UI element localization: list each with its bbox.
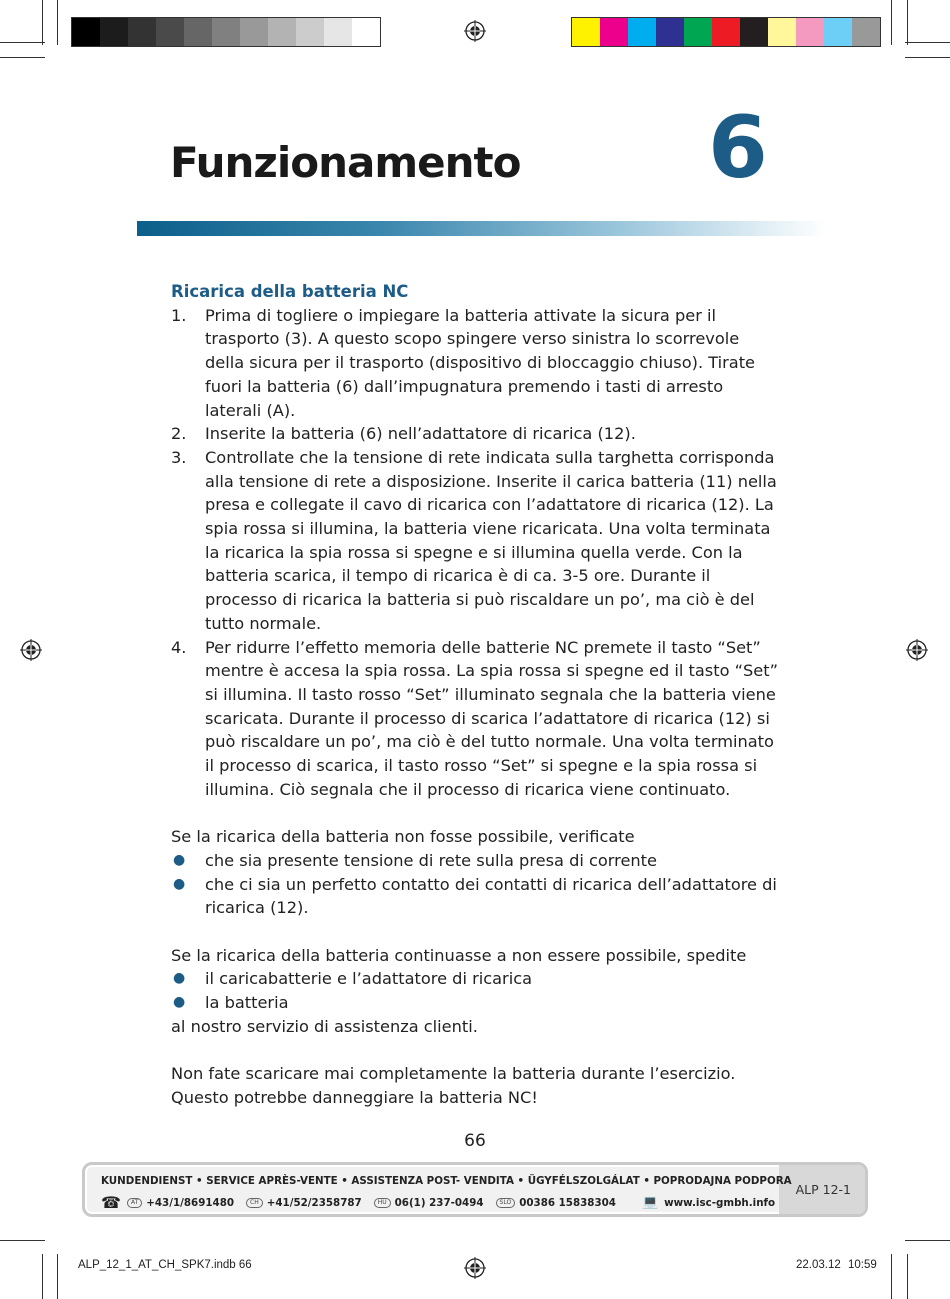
list-item bbox=[171, 446, 781, 636]
crop-mark bbox=[57, 1254, 58, 1299]
slug-date-info: 22.03.12 10:59 bbox=[796, 1259, 877, 1271]
crop-mark bbox=[905, 1240, 950, 1241]
step-number: 4. bbox=[171, 637, 187, 657]
country-code: CH bbox=[246, 1198, 263, 1208]
color-swatch bbox=[740, 18, 768, 46]
crop-mark bbox=[0, 42, 45, 43]
step-text: Controllate che la tensione di rete indicata sulla targhetta corrisponda alla tensione di rete a disposizione. Inserite il carica batteria (11) nella presa e collegate il cavo di ricarica con l’adattatore di ricarica (12). La spia rossa si illumina, la batteria viene ricaricata. Una volta terminata la ricarica la spia rossa si spegne e si illumina quella verde. Con la batteria scarica, il tempo di ricarica è di ca. 3-5 ore. Durante il processo di ricarica la batteria si può riscaldare un po’, ma ciò è del tutto normale. bbox=[205, 447, 777, 633]
gray-swatch bbox=[240, 18, 268, 46]
color-swatch bbox=[600, 18, 628, 46]
bullet-text: il caricabatterie e l’adattatore di ricarica bbox=[205, 969, 533, 989]
phone-number: 06(1) 237-0494 bbox=[394, 1196, 484, 1209]
gray-swatch bbox=[156, 18, 184, 46]
gray-swatch bbox=[212, 18, 240, 46]
list-item bbox=[171, 422, 781, 446]
phone-number: +43/1/8691480 bbox=[146, 1196, 235, 1209]
crop-mark bbox=[42, 0, 43, 45]
contact-line bbox=[101, 1193, 775, 1212]
gray-swatch bbox=[352, 18, 380, 46]
list-item bbox=[171, 304, 781, 423]
color-swatch bbox=[824, 18, 852, 46]
page-number: 66 bbox=[464, 1131, 486, 1151]
section-heading: Ricarica della batteria NC bbox=[171, 282, 409, 301]
check-intro: Se la ricarica della batteria non fosse possibile, verificate bbox=[171, 827, 635, 847]
warning-line: Questo potrebbe danneggiare la batteria NC! bbox=[171, 1087, 538, 1107]
process-color-bar bbox=[571, 17, 881, 47]
bullet-icon: ● bbox=[173, 970, 186, 987]
list-item bbox=[171, 873, 781, 920]
chapter-number: 6 bbox=[708, 98, 768, 198]
country-code: SLO bbox=[496, 1198, 516, 1208]
gray-swatch bbox=[72, 18, 100, 46]
bullet-icon: ● bbox=[173, 875, 186, 892]
color-swatch bbox=[852, 18, 880, 46]
send-outro: al nostro servizio di assistenza clienti. bbox=[171, 1016, 478, 1036]
crop-mark bbox=[907, 0, 908, 45]
send-intro: Se la ricarica della batteria continuasse a non essere possibile, spedite bbox=[171, 945, 747, 965]
gray-swatch bbox=[100, 18, 128, 46]
registration-mark-icon bbox=[906, 639, 928, 661]
list-item bbox=[171, 991, 781, 1015]
crop-mark bbox=[891, 1254, 892, 1299]
phone-icon: ☎ bbox=[101, 1193, 121, 1212]
country-code: HU bbox=[374, 1198, 391, 1208]
phone-number: +41/52/2358787 bbox=[266, 1196, 362, 1209]
registration-mark-icon bbox=[464, 20, 486, 42]
service-line: KUNDENDIENST • SERVICE APRÈS-VENTE • ASSISTENZA POST- VENDITA • ÜGYFÉLSZOLGÁLAT • POPRODAJNA PODPORA bbox=[101, 1175, 792, 1187]
color-swatch bbox=[628, 18, 656, 46]
list-item bbox=[171, 967, 781, 991]
list-item bbox=[171, 849, 781, 873]
laptop-icon: 💻 bbox=[641, 1195, 659, 1210]
slug-file-info: ALP_12_1_AT_CH_SPK7.indb 66 bbox=[78, 1259, 252, 1271]
color-swatch bbox=[712, 18, 740, 46]
warning-line: Non fate scaricare mai completamente la batteria durante l’esercizio. bbox=[171, 1064, 736, 1084]
crop-mark bbox=[891, 0, 892, 45]
color-swatch bbox=[768, 18, 796, 46]
step-number: 3. bbox=[171, 447, 187, 467]
gray-swatch bbox=[324, 18, 352, 46]
crop-mark bbox=[0, 57, 45, 58]
step-number: 1. bbox=[171, 305, 187, 325]
service-footer bbox=[82, 1162, 868, 1217]
grayscale-color-bar bbox=[71, 17, 381, 47]
registration-mark-icon bbox=[464, 1257, 486, 1279]
gray-swatch bbox=[128, 18, 156, 46]
list-item bbox=[171, 636, 781, 802]
color-swatch bbox=[656, 18, 684, 46]
bullet-text: la batteria bbox=[205, 993, 289, 1013]
step-text: Per ridurre l’effetto memoria delle batterie NC premete il tasto “Set” mentre è accesa la spia rossa. La spia rossa si spegne ed il tasto “Set” si illumina. Il tasto rosso “Set” illuminato segnala che la batteria viene scaricata. Durante il processo di scarica l’adattatore di ricarica (12) si può riscaldare un po’, ma ciò è del tutto normale. Una volta terminato il processo di scarica, il tasto rosso “Set” si spegne e la spia rossa si illumina. Ciò segnala che il processo di ricarica viene continuato. bbox=[205, 637, 778, 799]
bullet-text: che ci sia un perfetto contatto dei contatti di ricarica dell’adattatore di ricarica (12). bbox=[205, 874, 777, 918]
bullet-icon: ● bbox=[173, 851, 186, 868]
crop-mark bbox=[905, 42, 950, 43]
phone-number: 00386 15838304 bbox=[519, 1196, 616, 1209]
color-swatch bbox=[572, 18, 600, 46]
bullet-text: che sia presente tensione di rete sulla presa di corrente bbox=[205, 850, 657, 870]
color-swatch bbox=[796, 18, 824, 46]
registration-mark-icon bbox=[20, 639, 42, 661]
header-gradient-band bbox=[137, 221, 827, 236]
crop-mark bbox=[0, 1240, 45, 1241]
bullet-icon: ● bbox=[173, 994, 186, 1011]
gray-swatch bbox=[296, 18, 324, 46]
page-title: Funzionamento bbox=[170, 138, 521, 187]
color-swatch bbox=[684, 18, 712, 46]
step-text: Prima di togliere o impiegare la batteria attivate la sicura per il trasporto (3). A questo scopo spingere verso sinistra lo scorrevole della sicura per il trasporto (dispositivo di bloccaggio chiuso). Tirate fuori la batteria (6) dall’impugnatura premendo i tasti di arresto laterali (A). bbox=[205, 305, 756, 420]
model-label: ALP 12-1 bbox=[795, 1182, 851, 1197]
crop-mark bbox=[57, 0, 58, 45]
gray-swatch bbox=[268, 18, 296, 46]
gray-swatch bbox=[184, 18, 212, 46]
crop-mark bbox=[905, 57, 950, 58]
country-code: AT bbox=[127, 1198, 142, 1208]
crop-mark bbox=[42, 1254, 43, 1299]
step-text: Inserite la batteria (6) nell’adattatore di ricarica (12). bbox=[205, 424, 636, 444]
step-number: 2. bbox=[171, 424, 187, 444]
website-link[interactable]: www.isc-gmbh.info bbox=[664, 1196, 776, 1209]
main-content bbox=[171, 280, 781, 1110]
crop-mark bbox=[907, 1254, 908, 1299]
